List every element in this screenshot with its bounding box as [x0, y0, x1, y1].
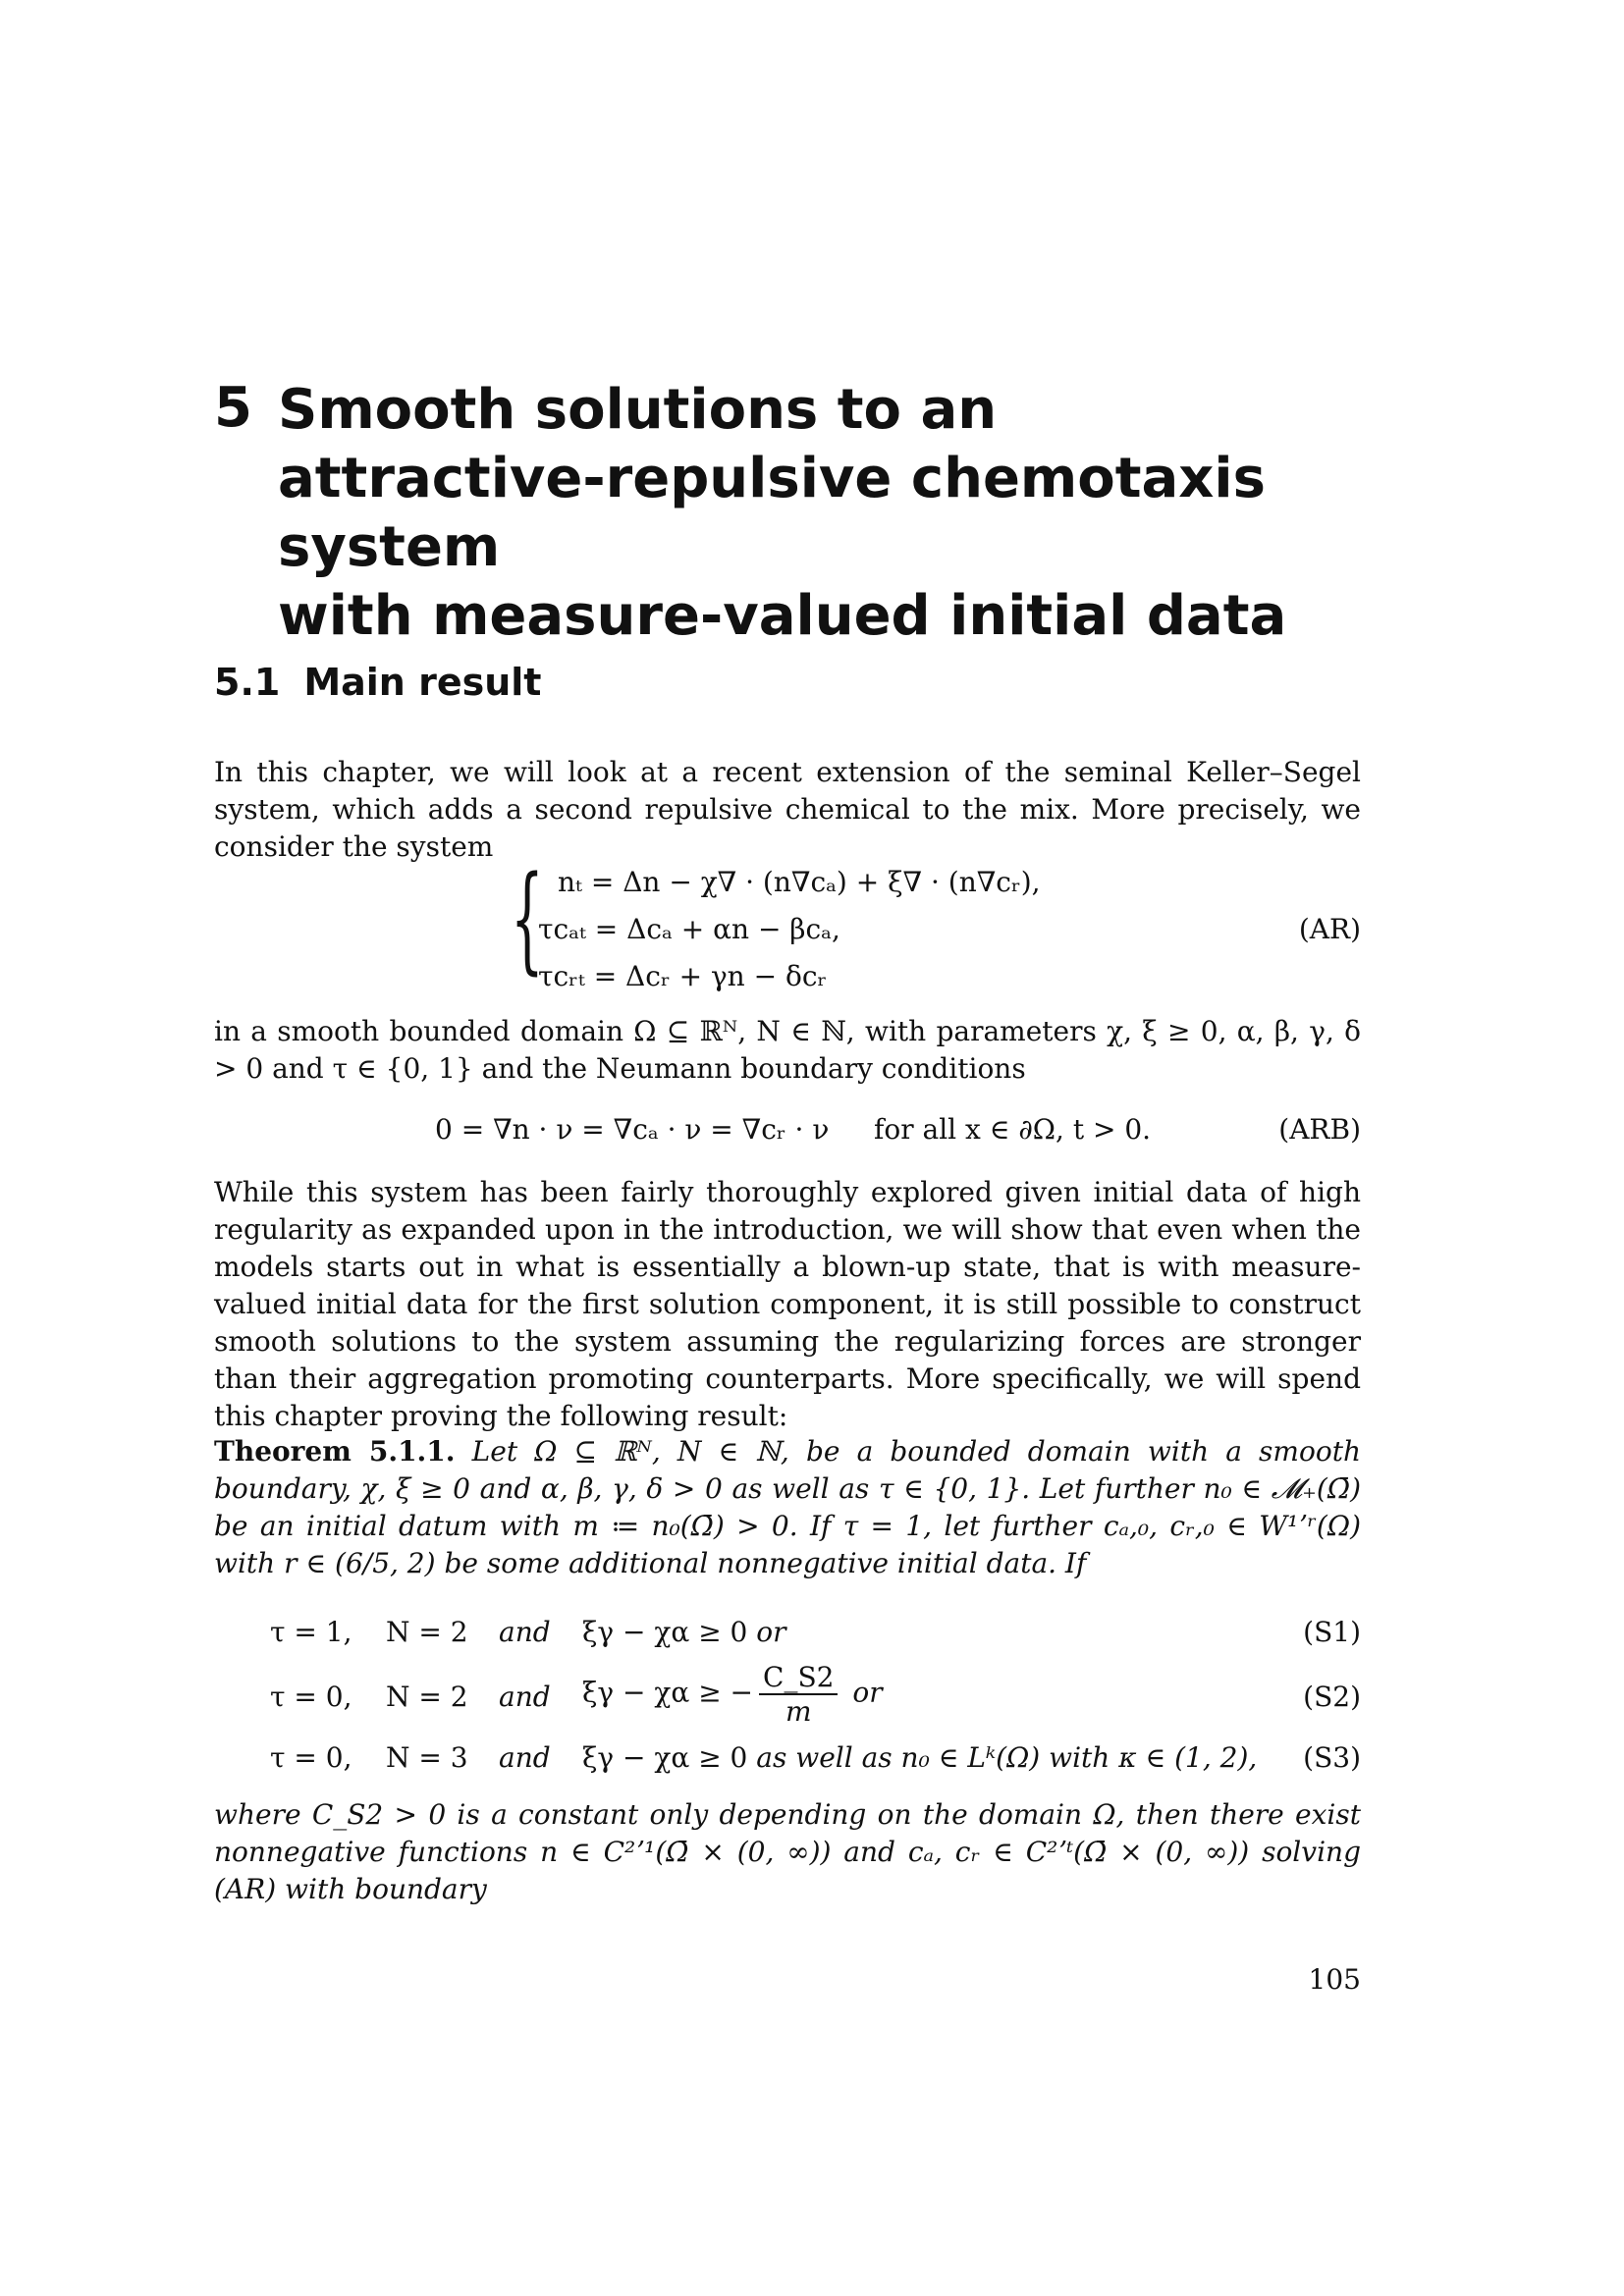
case-label-s1: (S1) — [1303, 1616, 1361, 1648]
equation-line-1: nₜ = Δn − χ∇ · (n∇cₐ) + ξ∇ · (n∇cᵣ), — [558, 866, 1041, 898]
theorem-statement — [214, 1433, 1361, 1582]
chapter-title-line: attractive-repulsive chemotaxis system — [278, 447, 1266, 579]
constant-fraction — [759, 1661, 838, 1728]
theorem-conclusion: where C_S2 > 0 is a constant only depending on the domain Ω, then there exist nonnegative functions n ∈ C²ʼ¹(Ω̄ × (0, ∞)) and cₐ, cᵣ ∈ C²ʼᵗ(Ω̄ × (0, ∞)) solving (AR) with boundary — [214, 1798, 1361, 1905]
case-tau: τ = 0, — [270, 1741, 352, 1774]
section-heading — [214, 661, 541, 704]
equation-line-2: τcₐₜ = Δcₐ + αn − βcₐ, — [538, 913, 840, 945]
theorem-body: Let Ω ⊆ ℝᴺ, N ∈ ℕ, be a bounded domain with a smooth boundary, χ, ξ ≥ 0 and α, β, γ, δ > 0 as well as τ ∈ {0, 1}. Let further n₀ ∈ 𝓜₊(Ω̄) be an initial datum with m ≔ n₀(Ω̄) > 0. If τ = 1, let further cₐ,₀, cᵣ,₀ ∈ W¹ʼʳ(Ω) with r ∈ (6/5, 2) be some additional nonnegative initial data. If — [214, 1435, 1361, 1579]
case-condition — [582, 1616, 786, 1648]
case-condition-text: ξγ − χα ≥ 0 — [582, 1616, 748, 1648]
fraction-denominator: m — [785, 1695, 812, 1728]
case-n: N = 2 — [386, 1681, 468, 1713]
equation-line-3: τcᵣₜ = Δcᵣ + γn − δcᵣ — [538, 960, 828, 992]
case-tail: or — [756, 1616, 786, 1648]
case-and: and — [499, 1616, 551, 1648]
case-label-s2: (S2) — [1303, 1681, 1361, 1713]
section-number: 5.1 — [214, 661, 281, 704]
chapter-title-line: with measure-valued initial data — [278, 584, 1287, 648]
boundary-condition: for all x ∈ ∂Ω, t > 0. — [874, 1113, 1152, 1146]
case-tail: or — [852, 1676, 883, 1709]
intro-paragraph: In this chapter, we will look at a recent extension of the seminal Keller–Segel system, which adds a second repulsive chemical to the mix. More precisely, we consider the system — [214, 756, 1361, 863]
fraction-numerator: C_S2 — [759, 1661, 838, 1695]
case-condition — [582, 1661, 883, 1728]
domain-paragraph: in a smooth bounded domain Ω ⊆ ℝᴺ, N ∈ ℕ, with parameters χ, ξ ≥ 0, α, β, γ, δ > 0 and τ ∈ {0, 1} and the Neumann boundary conditions — [214, 1015, 1361, 1085]
chapter-number: 5 — [214, 376, 252, 440]
case-n: N = 2 — [386, 1616, 468, 1648]
case-s3 — [0, 1741, 1624, 1781]
case-and: and — [499, 1681, 551, 1713]
chapter-title-line: Smooth solutions to an — [278, 378, 998, 442]
case-tail: as well as n₀ ∈ Lᵏ(Ω) with κ ∈ (1, 2), — [756, 1741, 1258, 1774]
main-paragraph: While this system has been fairly thoroughly explored given initial data of high regularity as expanded upon in the introduction, we will show that even when the models starts out in what is essentially a blown-up state, that is with measure-valued initial data for the first solution component, it is still possible to construct smooth solutions to the system assuming the regularizing forces are stronger than their aggregation promoting counterparts. More specifically, we will spend this chapter proving the following result: — [214, 1176, 1361, 1432]
boundary-equation: 0 = ∇n · ν = ∇cₐ · ν = ∇cᵣ · ν — [435, 1113, 830, 1146]
case-s2 — [0, 1659, 1624, 1737]
case-condition-text: ξγ − χα ≥ − — [582, 1676, 754, 1709]
equation-label-ar: (AR) — [1298, 913, 1361, 945]
case-label-s3: (S3) — [1303, 1741, 1361, 1774]
case-n: N = 3 — [386, 1741, 468, 1774]
section-title: Main result — [303, 661, 542, 704]
case-and: and — [499, 1741, 551, 1774]
system-brace: { — [511, 850, 544, 986]
case-condition — [582, 1741, 1257, 1774]
equation-label-arb: (ARB) — [1278, 1113, 1361, 1146]
case-condition-text: ξγ − χα ≥ 0 — [582, 1741, 748, 1774]
case-tau: τ = 0, — [270, 1681, 352, 1713]
case-tau: τ = 1, — [270, 1616, 352, 1648]
page-number: 105 — [1308, 1963, 1361, 1996]
theorem-heading: Theorem 5.1.1. — [214, 1435, 456, 1468]
chapter-title — [278, 376, 1407, 651]
case-s1 — [0, 1616, 1624, 1655]
